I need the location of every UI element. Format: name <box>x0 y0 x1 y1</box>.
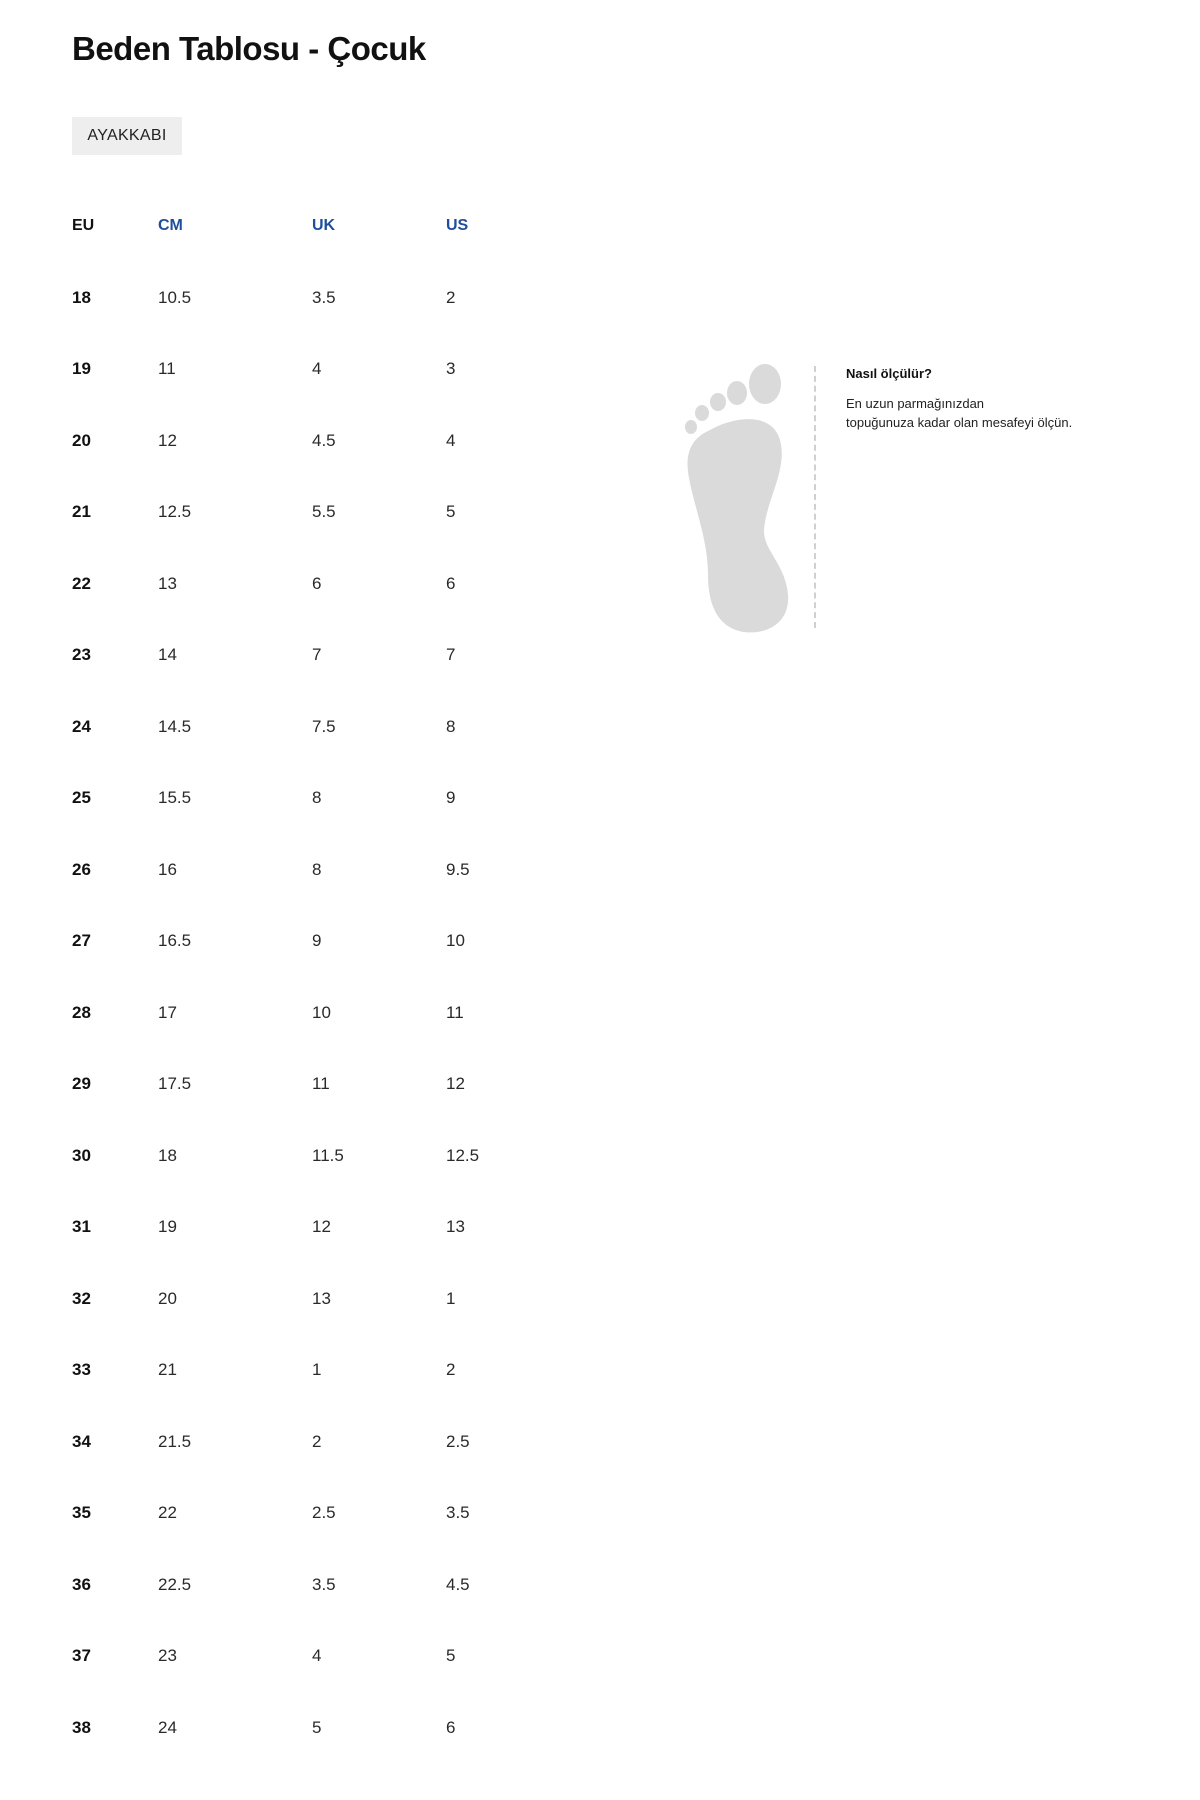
cell-eu: 37 <box>72 1646 91 1665</box>
cell-cm: 17.5 <box>158 1074 192 1093</box>
cell-eu: 21 <box>72 502 91 521</box>
cell-uk: 8 <box>312 788 322 807</box>
cell-eu: 27 <box>72 931 91 950</box>
guide-description-line: En uzun parmağınızdan <box>846 396 985 411</box>
cell-cm: 24 <box>158 1717 177 1737</box>
cell-us: 6 <box>446 1717 456 1737</box>
cell-us: 3.5 <box>446 1503 470 1522</box>
column-header-us: US <box>446 217 469 234</box>
cell-cm: 15.5 <box>158 788 192 807</box>
cell-cm: 16 <box>158 859 177 879</box>
cell-cm: 23 <box>158 1646 177 1665</box>
cell-uk: 3.5 <box>312 287 336 307</box>
cell-us: 2 <box>446 287 456 307</box>
cell-us: 5 <box>446 1646 456 1665</box>
cell-eu: 35 <box>72 1503 91 1522</box>
cell-uk: 11.5 <box>312 1145 344 1165</box>
cell-us: 7 <box>446 645 456 664</box>
cell-uk: 8 <box>312 859 322 879</box>
cell-eu: 28 <box>72 1002 91 1022</box>
cell-cm: 17 <box>158 1002 177 1022</box>
cell-cm: 12 <box>158 430 177 450</box>
cell-eu: 30 <box>72 1145 91 1165</box>
foot-icon <box>680 360 790 635</box>
cell-eu: 32 <box>72 1288 91 1308</box>
page-title: Beden Tablosu - Çocuk <box>72 30 426 67</box>
cell-uk: 5.5 <box>312 502 336 521</box>
cell-eu: 31 <box>72 1217 91 1236</box>
cell-us: 1 <box>446 1288 456 1308</box>
cell-us: 12 <box>446 1074 465 1093</box>
cell-eu: 24 <box>72 716 91 736</box>
cell-eu: 34 <box>72 1431 91 1451</box>
cell-us: 9 <box>446 788 456 807</box>
cell-eu: 26 <box>72 859 91 879</box>
cell-cm: 11 <box>158 359 176 378</box>
cell-uk: 4.5 <box>312 430 336 450</box>
cell-us: 13 <box>446 1217 465 1236</box>
cell-us: 6 <box>446 573 456 593</box>
cell-uk: 3.5 <box>312 1574 336 1594</box>
cell-cm: 22 <box>158 1503 177 1522</box>
measure-guide <box>680 360 1100 640</box>
cell-cm: 14.5 <box>158 716 192 736</box>
cell-cm: 16.5 <box>158 931 192 950</box>
cell-eu: 38 <box>72 1717 91 1737</box>
cell-eu: 25 <box>72 788 91 807</box>
cell-uk: 2 <box>312 1431 322 1451</box>
column-header-uk: UK <box>312 217 336 234</box>
cell-cm: 21.5 <box>158 1431 192 1451</box>
cell-us: 2.5 <box>446 1431 470 1451</box>
cell-cm: 18 <box>158 1145 177 1165</box>
tab-ayakkabi[interactable]: AYAKKABI <box>72 117 182 155</box>
cell-eu: 19 <box>72 359 91 378</box>
cell-uk: 4 <box>312 1646 322 1665</box>
cell-eu: 36 <box>72 1574 91 1594</box>
cell-uk: 12 <box>312 1217 331 1236</box>
cell-eu: 23 <box>72 645 91 664</box>
cell-uk: 7 <box>312 645 322 664</box>
guide-divider <box>814 366 816 628</box>
cell-us: 3 <box>446 359 456 378</box>
cell-cm: 10.5 <box>158 287 192 307</box>
cell-cm: 12.5 <box>158 502 192 521</box>
cell-uk: 1 <box>312 1360 322 1379</box>
guide-description <box>846 394 1106 432</box>
cell-us: 2 <box>446 1360 456 1379</box>
cell-us: 5 <box>446 502 456 521</box>
cell-us: 12.5 <box>446 1145 480 1165</box>
cell-uk: 11 <box>312 1074 330 1093</box>
cell-us: 11 <box>446 1002 464 1022</box>
cell-eu: 18 <box>72 287 91 307</box>
cell-us: 9.5 <box>446 859 470 879</box>
cell-us: 10 <box>446 931 465 950</box>
cell-eu: 29 <box>72 1074 91 1093</box>
cell-uk: 5 <box>312 1717 322 1737</box>
guide-description-line: topuğunuza kadar olan mesafeyi ölçün. <box>846 415 1073 430</box>
cell-uk: 10 <box>312 1002 331 1022</box>
cell-us: 4.5 <box>446 1574 470 1594</box>
cell-us: 4 <box>446 430 456 450</box>
guide-title: Nasıl ölçülür? <box>846 366 932 381</box>
cell-uk: 2.5 <box>312 1503 336 1522</box>
cell-uk: 4 <box>312 359 322 378</box>
column-header-cm: CM <box>158 217 183 234</box>
cell-us: 8 <box>446 716 456 736</box>
cell-eu: 22 <box>72 573 91 593</box>
cell-cm: 21 <box>158 1360 177 1379</box>
cell-uk: 13 <box>312 1288 331 1308</box>
cell-cm: 19 <box>158 1217 177 1236</box>
cell-cm: 13 <box>158 573 177 593</box>
cell-uk: 7.5 <box>312 716 336 736</box>
cell-uk: 9 <box>312 931 322 950</box>
cell-eu: 33 <box>72 1360 91 1379</box>
cell-cm: 14 <box>158 645 177 664</box>
cell-cm: 20 <box>158 1288 177 1308</box>
column-header-eu: EU <box>72 217 95 234</box>
cell-uk: 6 <box>312 573 322 593</box>
cell-cm: 22.5 <box>158 1574 192 1594</box>
cell-eu: 20 <box>72 430 91 450</box>
